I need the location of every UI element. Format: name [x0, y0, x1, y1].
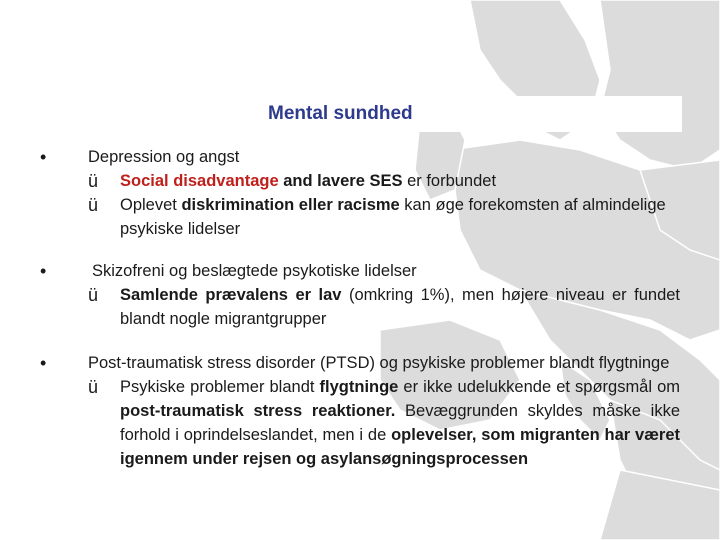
bullet-icon: • [40, 353, 47, 373]
sub-item [88, 375, 680, 471]
checkmark-icon: ü [88, 377, 99, 397]
slide-title: Mental sundhed [268, 103, 413, 124]
bullet-item-schizophrenia [40, 259, 680, 331]
emphasis-bold: oplevelser, som migranten har været igennem under rejsen og asylansøgningsprocessen [120, 426, 680, 468]
sub-item-text [120, 283, 680, 331]
sub-item [88, 169, 680, 193]
checkmark-icon: ü [88, 285, 99, 305]
sub-item-text [120, 169, 680, 193]
bullet-icon: • [40, 147, 47, 167]
bullet-item-depression [40, 145, 680, 241]
sub-item [88, 283, 680, 331]
emphasis-red: Social disadvantage [120, 172, 279, 190]
sub-item [88, 193, 680, 241]
text-segment: er forbundet [402, 172, 497, 190]
checkmark-icon: ü [88, 171, 99, 191]
sub-item-text [120, 375, 680, 471]
bullet-text: Depression og angst [88, 148, 240, 166]
bullet-text: Skizofreni og beslægtede psykotiske lidelser [92, 262, 417, 280]
emphasis-bold: diskrimination eller racisme [181, 196, 400, 214]
emphasis-bold: Samlende prævalens er lav [120, 286, 342, 304]
bullet-text: Post-traumatisk stress disorder (PTSD) og psykiske problemer blandt flygtninge [88, 354, 670, 372]
text-segment: kan øge forekomsten af almindelige psykiske lidelser [120, 196, 666, 238]
slide-content [40, 145, 680, 491]
emphasis-bold: flygtninge [319, 378, 399, 396]
text-segment: Psykiske problemer blandt [120, 378, 320, 396]
sub-item-text [120, 193, 680, 241]
emphasis-bold: post-traumatisk stress reaktioner. [120, 402, 396, 420]
text-segment: er ikke udelukkende et spørgsmål om [398, 378, 681, 396]
text-segment: (omkring 1%), men højere niveau er fundet blandt nogle migrantgrupper [120, 286, 681, 328]
text-segment: Bevæggrunden skyldes måske ikke forhold i oprindelseslandet, men i de [120, 402, 680, 444]
text-segment: Oplevet [120, 196, 182, 214]
bullet-icon: • [40, 261, 47, 281]
emphasis-bold: and lavere SES [278, 172, 403, 190]
checkmark-icon: ü [88, 195, 99, 215]
bullet-item-ptsd [40, 351, 680, 471]
